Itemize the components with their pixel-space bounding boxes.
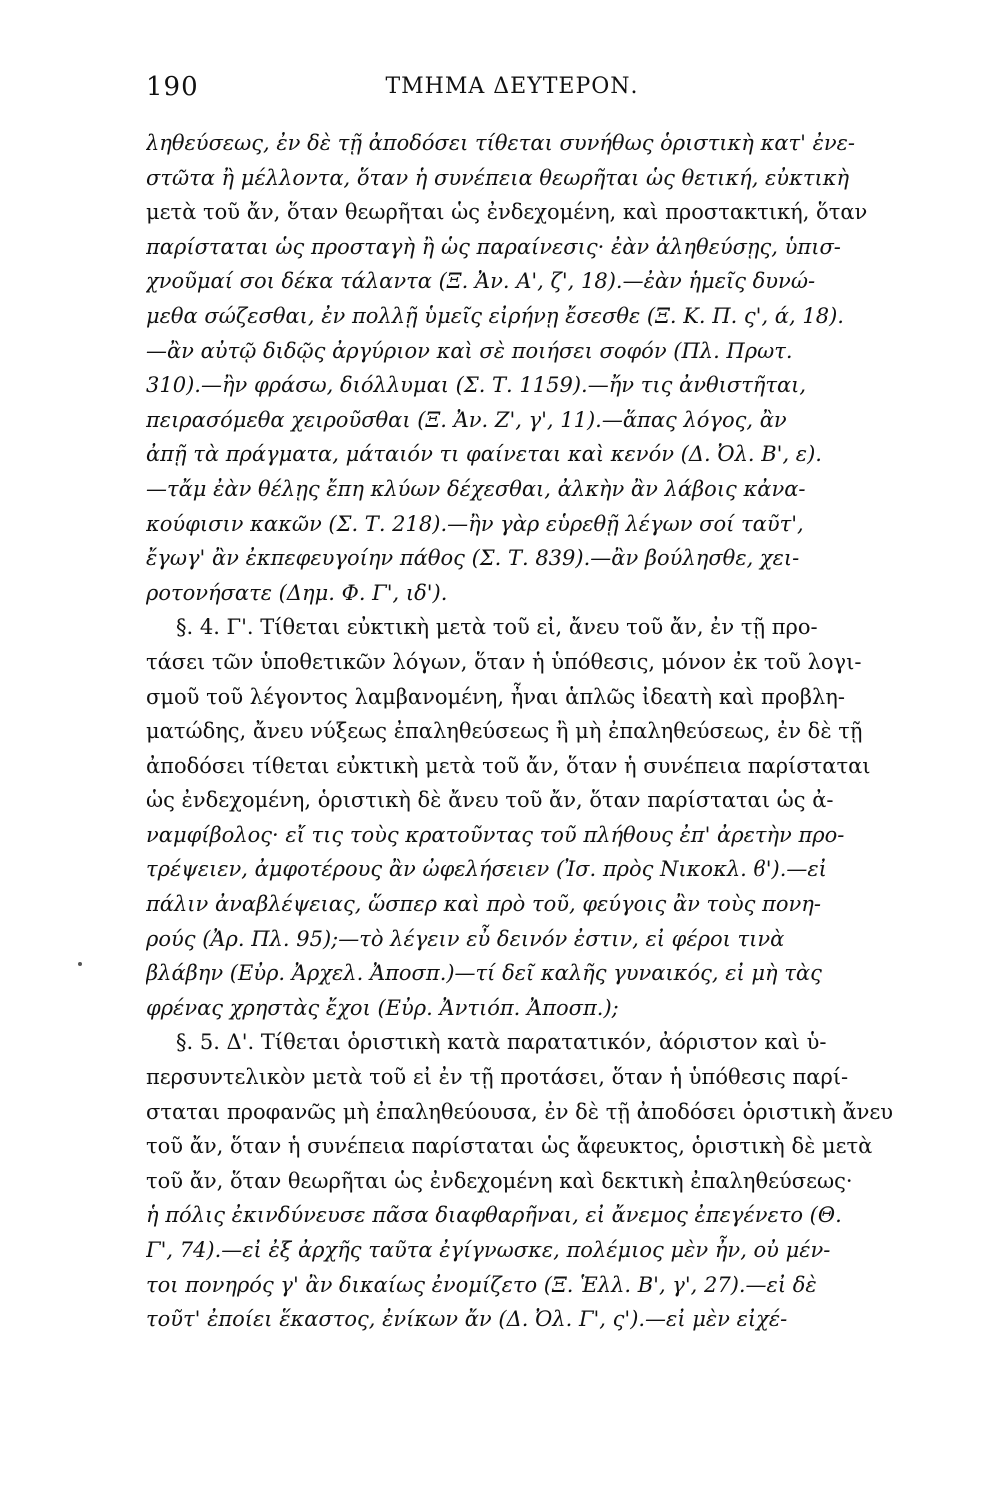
text-line: —ἂν αὐτῷ διδῷς ἀργύριον καὶ σὲ ποιήσει σοφόν (Πλ. Πρωτ. (146, 338, 793, 363)
text-line: βλάβην (Εὐρ. Ἀρχελ. Ἀποσπ.)—τί δεῖ καλῆς γυναικός, εἰ μὴ τὰς (146, 961, 822, 986)
text-line: ἡ πόλις ἐκινδύνευσε πᾶσα διαφθαρῆναι, εἰ ἄνεμος ἐπεγένετο (Θ. (146, 1203, 842, 1228)
text-line: πειρασόμεθα χειροῦσθαι (Ξ. Ἀν. Ζ', γ', 11).—ἅπας λόγος, ἂν (146, 407, 787, 432)
text-line: τοι πονηρός γ' ἂν δικαίως ἐνομίζετο (Ξ. Ἑλλ. Β', γ', 27).—εἰ δὲ (146, 1272, 817, 1297)
section-4-heading-line: §. 4. Γ'. Τίθεται εὐκτικὴ μετὰ τοῦ εἰ, ἄνευ τοῦ ἄν, ἐν τῇ προ- (176, 615, 818, 640)
text-line: μεθα σώζεσθαι, ἐν πολλῇ ὑμεῖς εἰρήνῃ ἔσεσθε (Ξ. Κ. Π. ς', ά, 18). (146, 303, 844, 328)
margin-ink-dot (78, 962, 82, 966)
text-line: Γ', 74).—εἰ ἐξ ἀρχῆς ταῦτα ἐγίγνωσκε, πολέμιος μὲν ἦν, οὐ μέν- (146, 1238, 831, 1262)
text-line: ἀπῇ τὰ πράγματα, μάταιόν τι φαίνεται καὶ κενόν (Δ. Ὀλ. Β', ε). (146, 442, 822, 467)
text-line: ροτονήσατε (Δημ. Φ. Γ', ιδ'). (146, 580, 448, 605)
text-line: ἀποδόσει τίθεται εὐκτικὴ μετὰ τοῦ ἄν, ὅταν ἡ συνέπεια παρίσταται (146, 753, 871, 778)
section-5-heading-line: §. 5. Δ'. Τίθεται ὁριστικὴ κατὰ παρατατικόν, ἀόριστον καὶ ὑ- (176, 1030, 827, 1055)
text-line: σμοῦ τοῦ λέγοντος λαμβανομένη, ἦναι ἁπλῶς ἰδεατὴ καὶ προβλη- (146, 684, 845, 709)
text-line: ναμφίβολος· εἴ τις τοὺς κρατοῦντας τοῦ πλήθους ἐπ' ἀρετὴν προ- (146, 822, 845, 847)
text-line: τοῦτ' ἐποίει ἕκαστος, ἐνίκων ἄν (Δ. Ὀλ. Γ', ς').—εἰ μὲν εἰχέ- (146, 1307, 788, 1332)
text-line: περσυντελικὸν μετὰ τοῦ εἰ ἐν τῇ προτάσει, ὅταν ἡ ὑπόθεσις παρί- (146, 1065, 849, 1090)
text-line: ληθεύσεως, ἐν δὲ τῇ ἀποδόσει τίθεται συνήθως ὁριστικὴ κατ' ἐνε- (146, 131, 855, 155)
text-line: ὡς ἐνδεχομένη, ὁριστικὴ δὲ ἄνευ τοῦ ἄν, ὅταν παρίσταται ὡς ἀ- (146, 788, 834, 813)
text-line: ρούς (Ἀρ. Πλ. 95);—τὸ λέγειν εὖ δεινόν ἐστιν, εἰ φέροι τινὰ (146, 926, 785, 951)
text-line: στῶτα ἢ μέλλοντα, ὅταν ἡ συνέπεια θεωρῆται ὡς θετική, εὐκτικὴ (146, 165, 850, 190)
text-line: 310).—ἢν φράσω, διόλλυμαι (Σ. Τ. 1159).—ἤν τις ἀνθιστῆται, (146, 373, 807, 398)
text-line: παρίσταται ὡς προσταγὴ ἢ ὡς παραίνεσις· ἐὰν ἀληθεύσῃς, ὑπισ- (146, 234, 841, 259)
text-line: ἔγωγ' ἂν ἐκπεφευγοίην πάθος (Σ. Τ. 839).—ἂν βούλησθε, χει- (146, 546, 800, 571)
text-line: κούφισιν κακῶν (Σ. Τ. 218).—ἢν γὰρ εὑρεθῇ λέγων σοί ταῦτ', (146, 511, 804, 536)
body-text (146, 126, 946, 1337)
text-line: χνοῦμαί σοι δέκα τάλαντα (Ξ. Ἀν. Α', ζ', 18).—ἐὰν ἡμεῖς δυνώ- (146, 269, 816, 294)
text-line: —τἄμ ἐὰν θέλῃς ἔπη κλύων δέχεσθαι, ἀλκὴν ἂν λάβοις κἀνα- (146, 476, 806, 501)
text-line: τοῦ ἄν, ὅταν ἡ συνέπεια παρίσταται ὡς ἄφευκτος, ὁριστικὴ δὲ μετὰ (146, 1134, 873, 1159)
page-number: 190 (146, 72, 199, 102)
text-line: πάλιν ἀναβλέψειας, ὥσπερ καὶ πρὸ τοῦ, φεύγοις ἂν τοὺς πονη- (146, 892, 821, 917)
text-line: σταται προφανῶς μὴ ἐπαληθεύουσα, ἐν δὲ τῇ ἀποδόσει ὁριστικὴ ἄνευ (146, 1099, 894, 1124)
text-line: ματώδης, ἄνευ νύξεως ἐπαληθεύσεως ἢ μὴ ἐπαληθεύσεως, ἐν δὲ τῇ (146, 719, 863, 744)
text-line: τάσει τῶν ὑποθετικῶν λόγων, ὅταν ἡ ὑπόθεσις, μόνον ἐκ τοῦ λογι- (146, 649, 862, 674)
running-title: ΤΜΗΜΑ ΔΕΥΤΕΡΟΝ. (385, 74, 639, 99)
text-line: μετὰ τοῦ ἄν, ὅταν θεωρῆται ὡς ἐνδεχομένη, καὶ προστακτική, ὅταν (146, 200, 868, 225)
text-line: τρέψειεν, ἀμφοτέρους ἂν ὠφελήσειεν (Ἰσ. πρὸς Νικοκλ. ϐ').—εἰ (146, 857, 827, 882)
text-line: φρένας χρηστὰς ἔχοι (Εὐρ. Ἀντιόπ. Ἀποσπ.); (146, 995, 619, 1020)
text-line: τοῦ ἄν, ὅταν θεωρῆται ὡς ἐνδεχομένη καὶ δεκτικὴ ἐπαληθεύσεως· (146, 1168, 853, 1193)
